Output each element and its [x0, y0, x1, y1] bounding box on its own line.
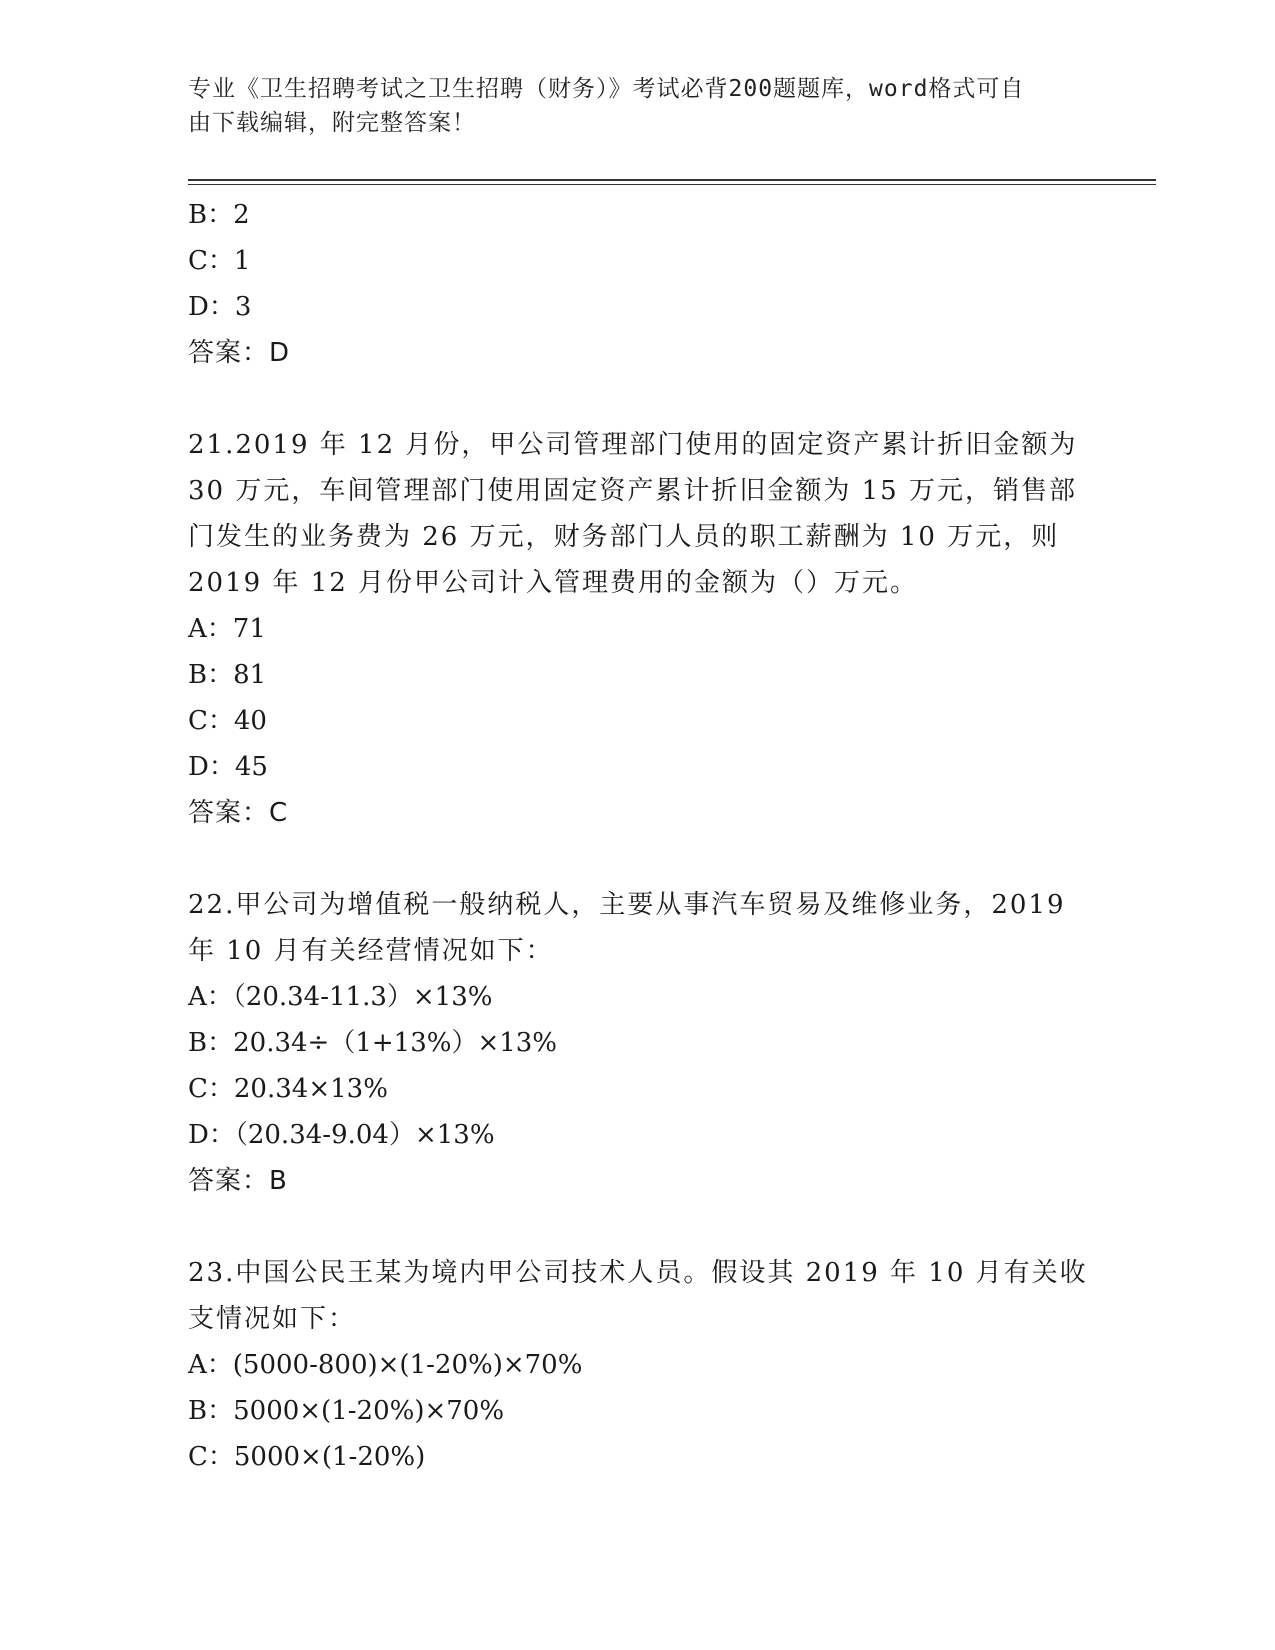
question-list — [188, 192, 1088, 1480]
option-d: D：（20.34-9.04）×13% — [188, 1120, 495, 1150]
answer: 答案：B — [188, 1166, 288, 1196]
question-text: 支情况如下： — [188, 1304, 357, 1334]
header-divider — [188, 179, 1156, 181]
option-c: C：5000×(1-20%) — [188, 1442, 426, 1472]
option-c: C：1 — [188, 246, 251, 276]
question-text: 门发生的业务费为 26 万元，财务部门人员的职工薪酬为 10 万元，则 — [188, 522, 1060, 552]
option-a: A：（20.34-11.3）×13% — [188, 982, 493, 1012]
option-d: D：45 — [188, 752, 268, 782]
page-header — [188, 72, 1088, 140]
question-text: 30 万元，车间管理部门使用固定资产累计折旧金额为 15 万元，销售部 — [188, 476, 1077, 506]
option-a: A：71 — [188, 614, 266, 644]
question-text: 年 10 月有关经营情况如下： — [188, 936, 554, 966]
question-text: 21.2019 年 12 月份，甲公司管理部门使用的固定资产累计折旧金额为 — [188, 430, 1078, 460]
option-b: B：20.34÷（1+13%）×13% — [188, 1028, 558, 1058]
question-23 — [188, 1250, 1088, 1480]
option-a: A：(5000-800)×(1-20%)×70% — [188, 1350, 583, 1380]
question-text: 22.甲公司为增值税一般纳税人，主要从事汽车贸易及维修业务，2019 — [188, 890, 1066, 920]
question-21 — [188, 422, 1088, 836]
question-22 — [188, 882, 1088, 1204]
header-divider-thin — [188, 184, 1156, 185]
answer: 答案：D — [188, 338, 291, 368]
question-prev — [188, 192, 1088, 376]
option-c: C：40 — [188, 706, 267, 736]
option-b: B：5000×(1-20%)×70% — [188, 1396, 505, 1426]
option-b: B：2 — [188, 200, 250, 230]
question-text: 2019 年 12 月份甲公司计入管理费用的金额为（）万元。 — [188, 568, 919, 598]
option-d: D：3 — [188, 292, 252, 322]
header-line: 由下载编辑，附完整答案！ — [188, 110, 476, 136]
question-text: 23.中国公民王某为境内甲公司技术人员。假设其 2019 年 10 月有关收 — [188, 1258, 1088, 1288]
option-b: B：81 — [188, 660, 267, 690]
answer: 答案：C — [188, 798, 289, 828]
header-line: 专业《卫生招聘考试之卫生招聘（财务）》考试必背200题题库，word格式可自 — [188, 76, 1025, 102]
option-c: C：20.34×13% — [188, 1074, 388, 1104]
